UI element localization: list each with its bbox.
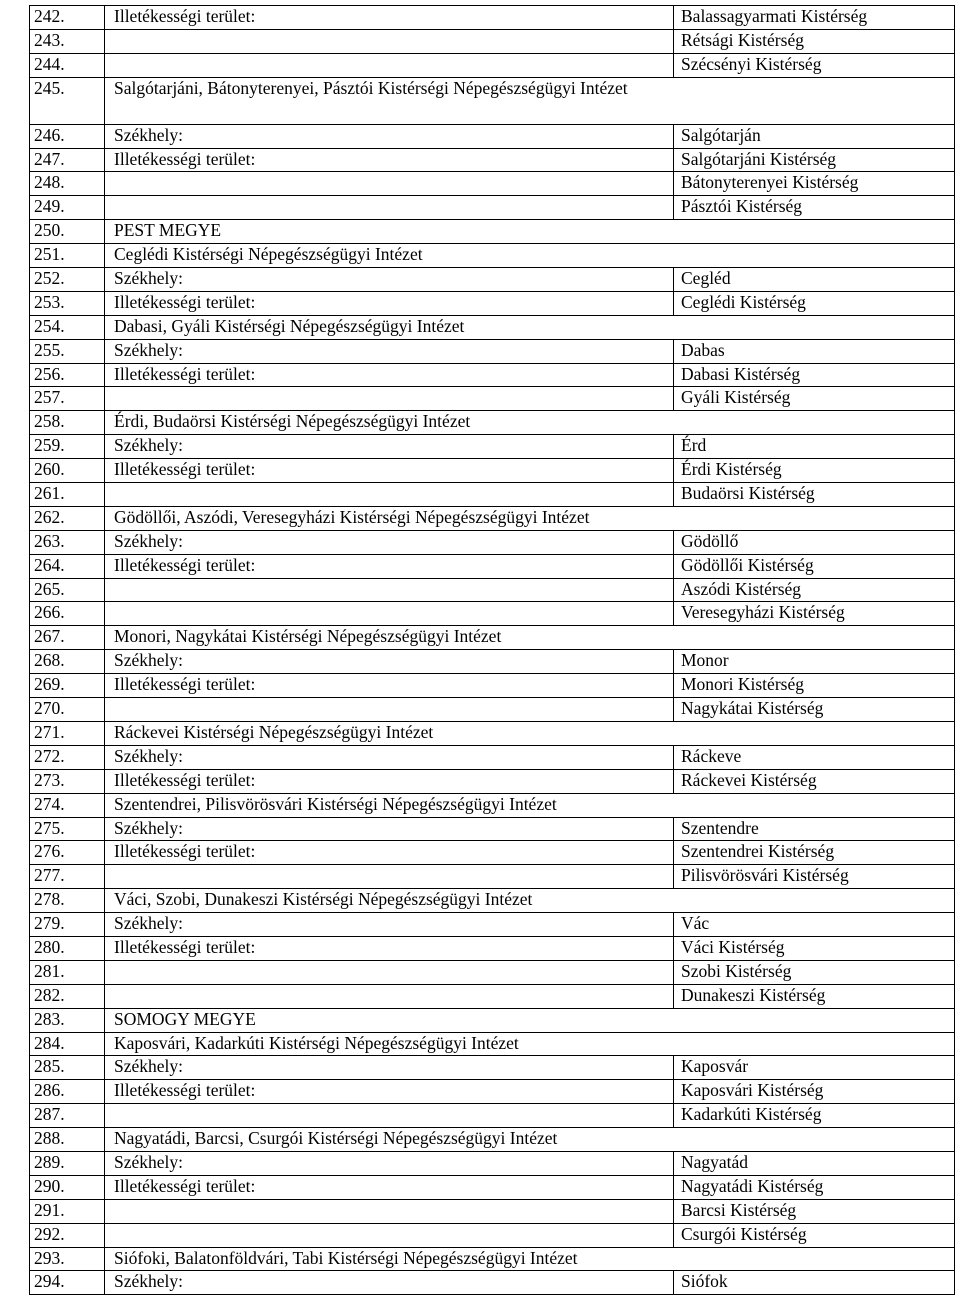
row-number-cell: 251. [30, 244, 105, 268]
row-number-cell: 262. [30, 506, 105, 530]
table-row [30, 936, 955, 960]
row-number-cell: 273. [30, 769, 105, 793]
table-row [30, 984, 955, 1008]
value-cell: Siófok [674, 1271, 955, 1295]
value-cell: Nagykátai Kistérség [674, 698, 955, 722]
row-number-cell: 264. [30, 554, 105, 578]
label-cell: Székhely: [105, 817, 674, 841]
value-cell: Pilisvörösvári Kistérség [674, 865, 955, 889]
table-row [30, 1223, 955, 1247]
label-cell: Székhely: [105, 1056, 674, 1080]
label-cell [105, 172, 674, 196]
row-number-cell: 280. [30, 936, 105, 960]
label-cell: Székhely: [105, 913, 674, 937]
table-row [30, 77, 955, 124]
row-number-cell: 274. [30, 793, 105, 817]
table-row [30, 411, 955, 435]
row-number-cell: 259. [30, 435, 105, 459]
table-row [30, 793, 955, 817]
table-row [30, 483, 955, 507]
label-cell: Illetékességi terület: [105, 363, 674, 387]
row-number-cell: 267. [30, 626, 105, 650]
table-row [30, 674, 955, 698]
row-number-cell: 291. [30, 1199, 105, 1223]
table-row [30, 530, 955, 554]
table-row [30, 1247, 955, 1271]
value-cell: Veresegyházi Kistérség [674, 602, 955, 626]
table-row [30, 220, 955, 244]
label-cell [105, 984, 674, 1008]
heading-cell: SOMOGY MEGYE [105, 1008, 955, 1032]
table-row [30, 1032, 955, 1056]
row-number-cell: 272. [30, 745, 105, 769]
heading-cell: Salgótarjáni, Bátonyterenyei, Pásztói Kistérségi Népegészségügyi Intézet [105, 77, 955, 124]
heading-cell: Dabasi, Gyáli Kistérségi Népegészségügyi Intézet [105, 315, 955, 339]
row-number-cell: 266. [30, 602, 105, 626]
row-number-cell: 292. [30, 1223, 105, 1247]
label-cell: Székhely: [105, 435, 674, 459]
row-number-cell: 277. [30, 865, 105, 889]
row-number-cell: 261. [30, 483, 105, 507]
value-cell: Szobi Kistérség [674, 960, 955, 984]
value-cell: Kaposvár [674, 1056, 955, 1080]
table-row [30, 1199, 955, 1223]
value-cell: Gödöllő [674, 530, 955, 554]
table-row [30, 554, 955, 578]
row-number-cell: 270. [30, 698, 105, 722]
row-number-cell: 247. [30, 148, 105, 172]
table-row [30, 339, 955, 363]
row-number-cell: 245. [30, 77, 105, 124]
row-number-cell: 249. [30, 196, 105, 220]
row-number-cell: 285. [30, 1056, 105, 1080]
table-row [30, 817, 955, 841]
table-row [30, 435, 955, 459]
row-number-cell: 294. [30, 1271, 105, 1295]
table-row [30, 578, 955, 602]
row-number-cell: 246. [30, 124, 105, 148]
value-cell: Érdi Kistérség [674, 459, 955, 483]
row-number-cell: 284. [30, 1032, 105, 1056]
row-number-cell: 281. [30, 960, 105, 984]
table-row [30, 172, 955, 196]
label-cell [105, 1223, 674, 1247]
table-row [30, 268, 955, 292]
heading-cell: Nagyatádi, Barcsi, Csurgói Kistérségi Népegészségügyi Intézet [105, 1128, 955, 1152]
value-cell: Ráckevei Kistérség [674, 769, 955, 793]
row-number-cell: 248. [30, 172, 105, 196]
value-cell: Érd [674, 435, 955, 459]
table-row [30, 29, 955, 53]
row-number-cell: 244. [30, 53, 105, 77]
label-cell: Illetékességi terület: [105, 769, 674, 793]
label-cell [105, 29, 674, 53]
table-row [30, 1008, 955, 1032]
value-cell: Szentendrei Kistérség [674, 841, 955, 865]
row-number-cell: 258. [30, 411, 105, 435]
row-number-cell: 271. [30, 721, 105, 745]
value-cell: Barcsi Kistérség [674, 1199, 955, 1223]
value-cell: Váci Kistérség [674, 936, 955, 960]
table-row [30, 841, 955, 865]
table-row [30, 6, 955, 30]
heading-cell: Monori, Nagykátai Kistérségi Népegészségügyi Intézet [105, 626, 955, 650]
table-row [30, 53, 955, 77]
heading-cell: Siófoki, Balatonföldvári, Tabi Kistérségi Népegészségügyi Intézet [105, 1247, 955, 1271]
table-row [30, 148, 955, 172]
table-row [30, 124, 955, 148]
value-cell: Szécsényi Kistérség [674, 53, 955, 77]
value-cell: Rétsági Kistérség [674, 29, 955, 53]
value-cell: Budaörsi Kistérség [674, 483, 955, 507]
row-number-cell: 253. [30, 291, 105, 315]
table-row [30, 721, 955, 745]
label-cell: Illetékességi terület: [105, 841, 674, 865]
row-number-cell: 250. [30, 220, 105, 244]
row-number-cell: 257. [30, 387, 105, 411]
label-cell [105, 483, 674, 507]
heading-cell: Kaposvári, Kadarkúti Kistérségi Népegészségügyi Intézet [105, 1032, 955, 1056]
row-number-cell: 278. [30, 889, 105, 913]
value-cell: Dabasi Kistérség [674, 363, 955, 387]
value-cell: Nagyatádi Kistérség [674, 1175, 955, 1199]
row-number-cell: 282. [30, 984, 105, 1008]
row-number-cell: 275. [30, 817, 105, 841]
table-row [30, 1128, 955, 1152]
row-number-cell: 260. [30, 459, 105, 483]
value-cell: Vác [674, 913, 955, 937]
label-cell: Illetékességi terület: [105, 6, 674, 30]
heading-cell: Gödöllői, Aszódi, Veresegyházi Kistérségi Népegészségügyi Intézet [105, 506, 955, 530]
row-number-cell: 283. [30, 1008, 105, 1032]
value-cell: Nagyatád [674, 1151, 955, 1175]
row-number-cell: 268. [30, 650, 105, 674]
value-cell: Bátonyterenyei Kistérség [674, 172, 955, 196]
value-cell: Csurgói Kistérség [674, 1223, 955, 1247]
table-row [30, 1175, 955, 1199]
label-cell: Székhely: [105, 1151, 674, 1175]
value-cell: Aszódi Kistérség [674, 578, 955, 602]
table-row [30, 1151, 955, 1175]
table-row [30, 244, 955, 268]
label-cell: Illetékességi terület: [105, 674, 674, 698]
value-cell: Dabas [674, 339, 955, 363]
table-row [30, 387, 955, 411]
value-cell: Kaposvári Kistérség [674, 1080, 955, 1104]
row-number-cell: 293. [30, 1247, 105, 1271]
label-cell: Illetékességi terület: [105, 148, 674, 172]
row-number-cell: 254. [30, 315, 105, 339]
value-cell: Dunakeszi Kistérség [674, 984, 955, 1008]
value-cell: Gödöllői Kistérség [674, 554, 955, 578]
value-cell: Cegléd [674, 268, 955, 292]
table-row [30, 913, 955, 937]
table-row [30, 745, 955, 769]
table-row [30, 650, 955, 674]
label-cell [105, 865, 674, 889]
value-cell: Kadarkúti Kistérség [674, 1104, 955, 1128]
label-cell [105, 196, 674, 220]
table-body [30, 6, 955, 1295]
value-cell: Monor [674, 650, 955, 674]
row-number-cell: 279. [30, 913, 105, 937]
value-cell: Salgótarján [674, 124, 955, 148]
table-row [30, 363, 955, 387]
heading-cell: Ceglédi Kistérségi Népegészségügyi Intézet [105, 244, 955, 268]
value-cell: Szentendre [674, 817, 955, 841]
label-cell: Székhely: [105, 339, 674, 363]
heading-cell: Váci, Szobi, Dunakeszi Kistérségi Népegészségügyi Intézet [105, 889, 955, 913]
heading-cell: Ráckevei Kistérségi Népegészségügyi Intézet [105, 721, 955, 745]
table-row [30, 1271, 955, 1295]
row-number-cell: 290. [30, 1175, 105, 1199]
row-number-cell: 288. [30, 1128, 105, 1152]
value-cell: Pásztói Kistérség [674, 196, 955, 220]
label-cell: Székhely: [105, 1271, 674, 1295]
row-number-cell: 255. [30, 339, 105, 363]
label-cell [105, 387, 674, 411]
label-cell: Illetékességi terület: [105, 936, 674, 960]
table-row [30, 889, 955, 913]
label-cell [105, 1199, 674, 1223]
row-number-cell: 287. [30, 1104, 105, 1128]
table-row [30, 291, 955, 315]
table-row [30, 626, 955, 650]
document-table [29, 5, 955, 1295]
label-cell: Székhely: [105, 530, 674, 554]
label-cell: Székhely: [105, 745, 674, 769]
table-row [30, 459, 955, 483]
table-row [30, 865, 955, 889]
row-number-cell: 286. [30, 1080, 105, 1104]
row-number-cell: 243. [30, 29, 105, 53]
row-number-cell: 276. [30, 841, 105, 865]
value-cell: Monori Kistérség [674, 674, 955, 698]
row-number-cell: 252. [30, 268, 105, 292]
table-row [30, 315, 955, 339]
label-cell [105, 578, 674, 602]
table-row [30, 769, 955, 793]
label-cell: Székhely: [105, 650, 674, 674]
row-number-cell: 256. [30, 363, 105, 387]
table-row [30, 1104, 955, 1128]
label-cell [105, 602, 674, 626]
value-cell: Balassagyarmati Kistérség [674, 6, 955, 30]
label-cell: Illetékességi terület: [105, 1175, 674, 1199]
label-cell [105, 53, 674, 77]
label-cell: Illetékességi terület: [105, 291, 674, 315]
table-row [30, 1056, 955, 1080]
table-row [30, 1080, 955, 1104]
table-row [30, 196, 955, 220]
label-cell [105, 1104, 674, 1128]
value-cell: Gyáli Kistérség [674, 387, 955, 411]
value-cell: Ráckeve [674, 745, 955, 769]
label-cell: Illetékességi terület: [105, 459, 674, 483]
value-cell: Salgótarjáni Kistérség [674, 148, 955, 172]
label-cell [105, 698, 674, 722]
heading-cell: Szentendrei, Pilisvörösvári Kistérségi Népegészségügyi Intézet [105, 793, 955, 817]
table-row [30, 506, 955, 530]
row-number-cell: 242. [30, 6, 105, 30]
row-number-cell: 269. [30, 674, 105, 698]
label-cell [105, 960, 674, 984]
label-cell: Illetékességi terület: [105, 554, 674, 578]
row-number-cell: 263. [30, 530, 105, 554]
heading-cell: PEST MEGYE [105, 220, 955, 244]
label-cell: Székhely: [105, 124, 674, 148]
row-number-cell: 289. [30, 1151, 105, 1175]
label-cell: Illetékességi terület: [105, 1080, 674, 1104]
table-row [30, 602, 955, 626]
label-cell: Székhely: [105, 268, 674, 292]
row-number-cell: 265. [30, 578, 105, 602]
table-row [30, 698, 955, 722]
value-cell: Ceglédi Kistérség [674, 291, 955, 315]
heading-cell: Érdi, Budaörsi Kistérségi Népegészségügyi Intézet [105, 411, 955, 435]
table-row [30, 960, 955, 984]
